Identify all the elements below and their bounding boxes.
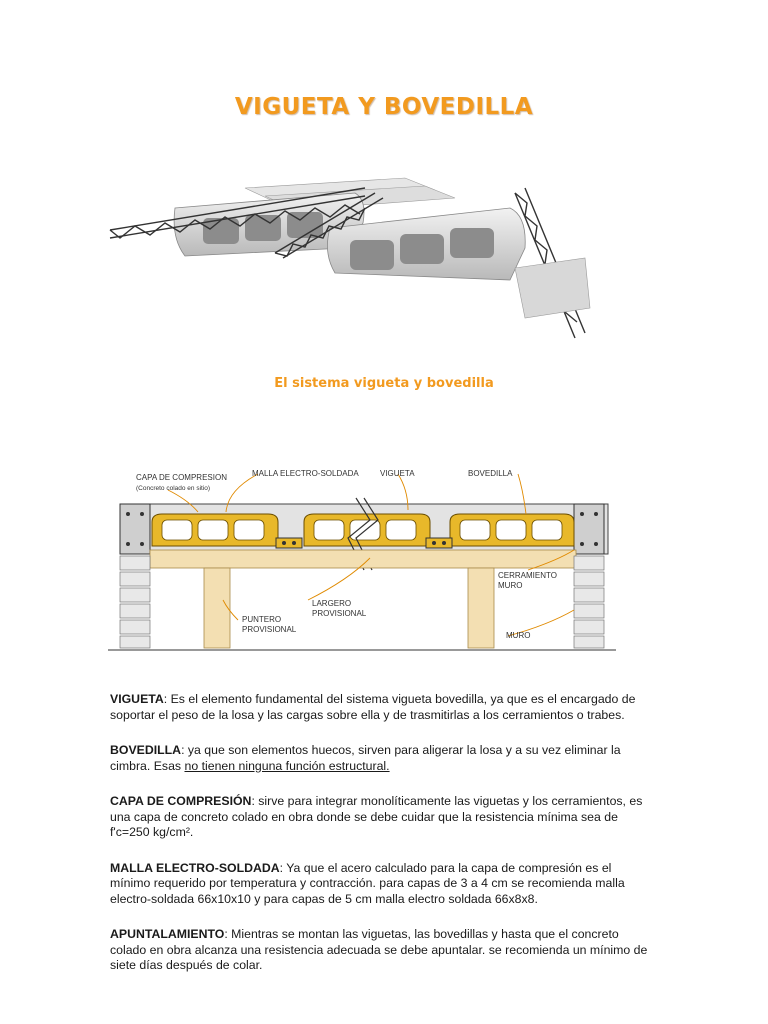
illustration-caption: El sistema vigueta y bovedilla: [274, 376, 494, 391]
label-vigueta: VIGUETA: [380, 469, 415, 478]
paragraph-apuntalamiento: [110, 927, 655, 974]
label-cerramiento-muro: MURO: [498, 581, 523, 590]
label-cerramiento: CERRAMIENTO: [498, 571, 557, 580]
label-puntero-provisional: PROVISIONAL: [242, 625, 297, 634]
term-bovedilla: BOVEDILLA: [110, 743, 182, 757]
paragraph-vigueta: [110, 692, 655, 723]
definition-vigueta: : Es el elemento fundamental del sistema vigueta bovedilla, ya que es el encargado de soportar el peso de la losa y las cargas sobre ella y de trasmitirlas a los cerramientos o trabes.: [110, 692, 636, 722]
label-capa: CAPA DE COMPRESION: [136, 473, 227, 482]
label-largero: LARGERO: [312, 599, 352, 608]
definitions-section: [110, 692, 655, 994]
label-muro: MURO: [506, 631, 531, 640]
label-capa-sub: (Concreto colado en sitio): [136, 485, 211, 492]
page-title: VIGUETA Y BOVEDILLA: [234, 94, 534, 120]
definition-capa-compresion: : sirve para integrar monolíticamente las viguetas y los cerramientos, es una capa de concreto colado en obra donde se debe cuidar que la resistencia mínima sea de f'c=250 kg/cm².: [110, 794, 643, 839]
label-bovedilla: BOVEDILLA: [468, 469, 513, 478]
vigueta-bovedilla-illustration: [105, 168, 595, 343]
definition-malla: : Ya que el acero calculado para la capa de compresión es el mínimo requerido por temperatura y contracción. para capas de 3 a 4 cm se recomienda malla electro-soldada 66x10x10 y para capas de 5 cm malla electro soldada 66x8x8.: [110, 860, 625, 906]
term-apuntalamiento: APUNTALAMIENTO: [110, 927, 225, 941]
definition-apuntalamiento: : Mientras se montan las viguetas, las bovedillas y hasta que el concreto colado en obra alcanza una resistencia adecuada se debe apuntalar. se recomienda un mínimo de siete días después de colar.: [110, 927, 648, 972]
section-diagram: [108, 460, 616, 656]
definition-bovedilla: : ya que son elementos huecos, sirven para aligerar la losa y a su vez eliminar la cimbra. Esas: [110, 743, 621, 773]
label-largero-provisional: PROVISIONAL: [312, 609, 367, 618]
label-malla: MALLA ELECTRO-SOLDADA: [252, 469, 359, 478]
label-puntero: PUNTERO: [242, 615, 282, 624]
term-capa-compresion: CAPA DE COMPRESIÓN: [110, 794, 252, 808]
paragraph-capa-compresion: [110, 794, 655, 841]
paragraph-bovedilla: [110, 743, 655, 774]
term-vigueta: VIGUETA: [110, 692, 164, 706]
term-malla: MALLA ELECTRO-SOLDADA: [110, 860, 280, 875]
paragraph-malla: [110, 861, 655, 908]
definition-bovedilla-underlined: no tienen ninguna función estructural.: [184, 758, 390, 773]
